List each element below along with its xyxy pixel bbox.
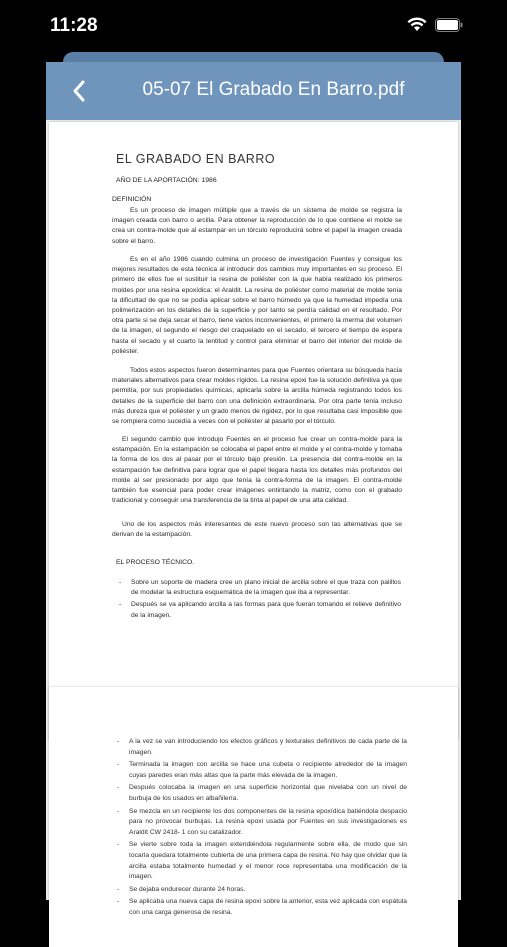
status-bar — [0, 0, 507, 50]
doc-paragraph: Uno de los aspectos más interesantes de este nuevo proceso son las alternativas que se derivan de la estampación. — [112, 521, 402, 539]
process-list-continued — [117, 737, 407, 921]
status-icons — [407, 17, 463, 32]
pdf-page-1[interactable] — [49, 122, 458, 740]
back-button[interactable] — [66, 77, 94, 105]
process-list — [119, 578, 401, 623]
list-item: - Se dejaba endurecer durante 24 horas. — [117, 885, 407, 896]
document-title: 05-07 El Grabado En Barro.pdf — [142, 79, 405, 100]
list-item: - A la vez se van introduciendo los efectos gráficos y texturales definitivos de cada parte de la imagen. — [117, 737, 407, 758]
list-item: - Después se va aplicando arcilla a las formas para que fueran tomando el relieve definitivo de la imagen. — [119, 600, 401, 620]
list-item: - Después colocaba la imagen en una superficie horizontal que nivelaba con un nivel de burbuja de los usados en albañilería. — [117, 783, 407, 804]
wifi-icon — [407, 17, 427, 32]
list-item: - Se mezcla en un recipiente los dos componentes de la resina epoxídica batiéndola despacio para no provocar burbujas. La resina epoxi usada por Fuentes en sus investigaciones es Araldit CW 2418- 1 con su catalizador. — [117, 807, 407, 839]
doc-paragraph: Es en el año 1986 cuando culmina un proceso de investigación Fuentes y consigue los mejores resultados de esta técnica al introducir dos cambios muy importantes en su proceso. El primero de ellos fue el sustituir la resina de poliéster con la que había realizado los primeros moldes por una resina epoxídica: el Araldit. La resina de poliéster como material de molde tenía la dificultad de que no se podía aplicar sobre el barro húmedo ya que la humedad impedía una polimerización en los detalles de la superficie y por tanto se perdía calidad en el resultado. Por otra parte si se deja secar el barro, tiene varios inconvenientes, el primero la merma del volumen de la imagen, el segundo el riesgo del craquelado en el secado, el tercero el tiempo de espera hasta el secado y el cuarto la lentitud y control para eliminar el barro del interior del molde de poliéster. — [112, 256, 402, 355]
doc-year-line: AÑO DE LA APORTACIÓN: 1986 — [116, 177, 217, 184]
status-time: 11:28 — [50, 15, 98, 36]
list-item: - Se aplicaba una nueva capa de resina epoxi sobre la anterior, esta vez aplicada con espátula con una carga generosa de resina. — [117, 897, 407, 918]
doc-definition-heading: DEFINICIÓN — [112, 196, 152, 203]
doc-paragraph: El segundo cambio que introdujo Fuentes en el proceso fue crear un contra-molde para la estampación. En la estampación se colocaba el papel entre el molde y el contra-molde y tomaba la forma de los dos al pasar por el tórculo bajo presión. La presencia del contra-molde en la estampación fue definitiva para lograr que el papel llegara hasta los detalles más profundos del molde al ser presionado por algo que tenía la contra-forma de la imagen. El contra-molde también fue esencial para poder crear imágenes entintando la matriz, como con el grabado tradicional y conseguir una transferencia de la tinta al papel de una alta calidad. — [112, 436, 402, 505]
battery-icon — [435, 18, 463, 32]
doc-title: EL GRABADO EN BARRO — [116, 152, 276, 166]
list-item: - Terminada la imagen con arcilla se hace una cubeta o recipiente alrededor de la imagen cuyas paredes eran más altas que la parte más elevada de la imagen. — [117, 760, 407, 781]
list-item: - Sobre un soporte de madera cree un plano inicial de arcilla sobre el que traza con palillos de modelar la estructura esquemática de la imagen que iba a representar. — [119, 578, 401, 598]
doc-paragraph: Es un proceso de imagen múltiple que a través de un sistema de molde se registra la imagen creada con barro o arcilla. Para obtener la reproducción de lo que contiene el molde se crea un contra-molde que al estampar en un tórculo reproducirá sobre el papel la imagen creada sobre el barro. — [112, 207, 402, 245]
navigation-bar — [46, 62, 461, 120]
document-viewer-sheet — [46, 62, 461, 916]
pdf-page-2[interactable] — [49, 687, 458, 947]
list-item: - Se vierte sobre toda la imagen extendiéndola regularmente sobre ella, de modo que sin tocarla quedara totalmente cubierta de una primera capa de resina. No hay que olvidar que la arcilla estaba totalmente humedad y el menor roce representaba una modificación de la imagen. — [117, 840, 407, 882]
doc-process-heading: EL PROCESO TÉCNICO. — [116, 559, 195, 566]
chevron-left-icon — [66, 77, 94, 105]
doc-paragraph: Todos estos aspectos fueron determinantes para que Fuentes orientara su búsqueda hacia materiales alternativos para crear moldes rígidos. La resina epoxi fue la solución definitiva ya que permitía, por sus propiedades químicas, aplicarla sobre la arcilla húmeda registrando todos los detalles de la superficie del barro con una definición extraordinaria. Por otra parte tenía incluso más dureza que el poliéster y un grado menos de rigidez, por lo que resultaba casi imposible que se rompiera como sucedía a veces con el poliéster al pasarlo por el tórculo. — [112, 367, 402, 426]
